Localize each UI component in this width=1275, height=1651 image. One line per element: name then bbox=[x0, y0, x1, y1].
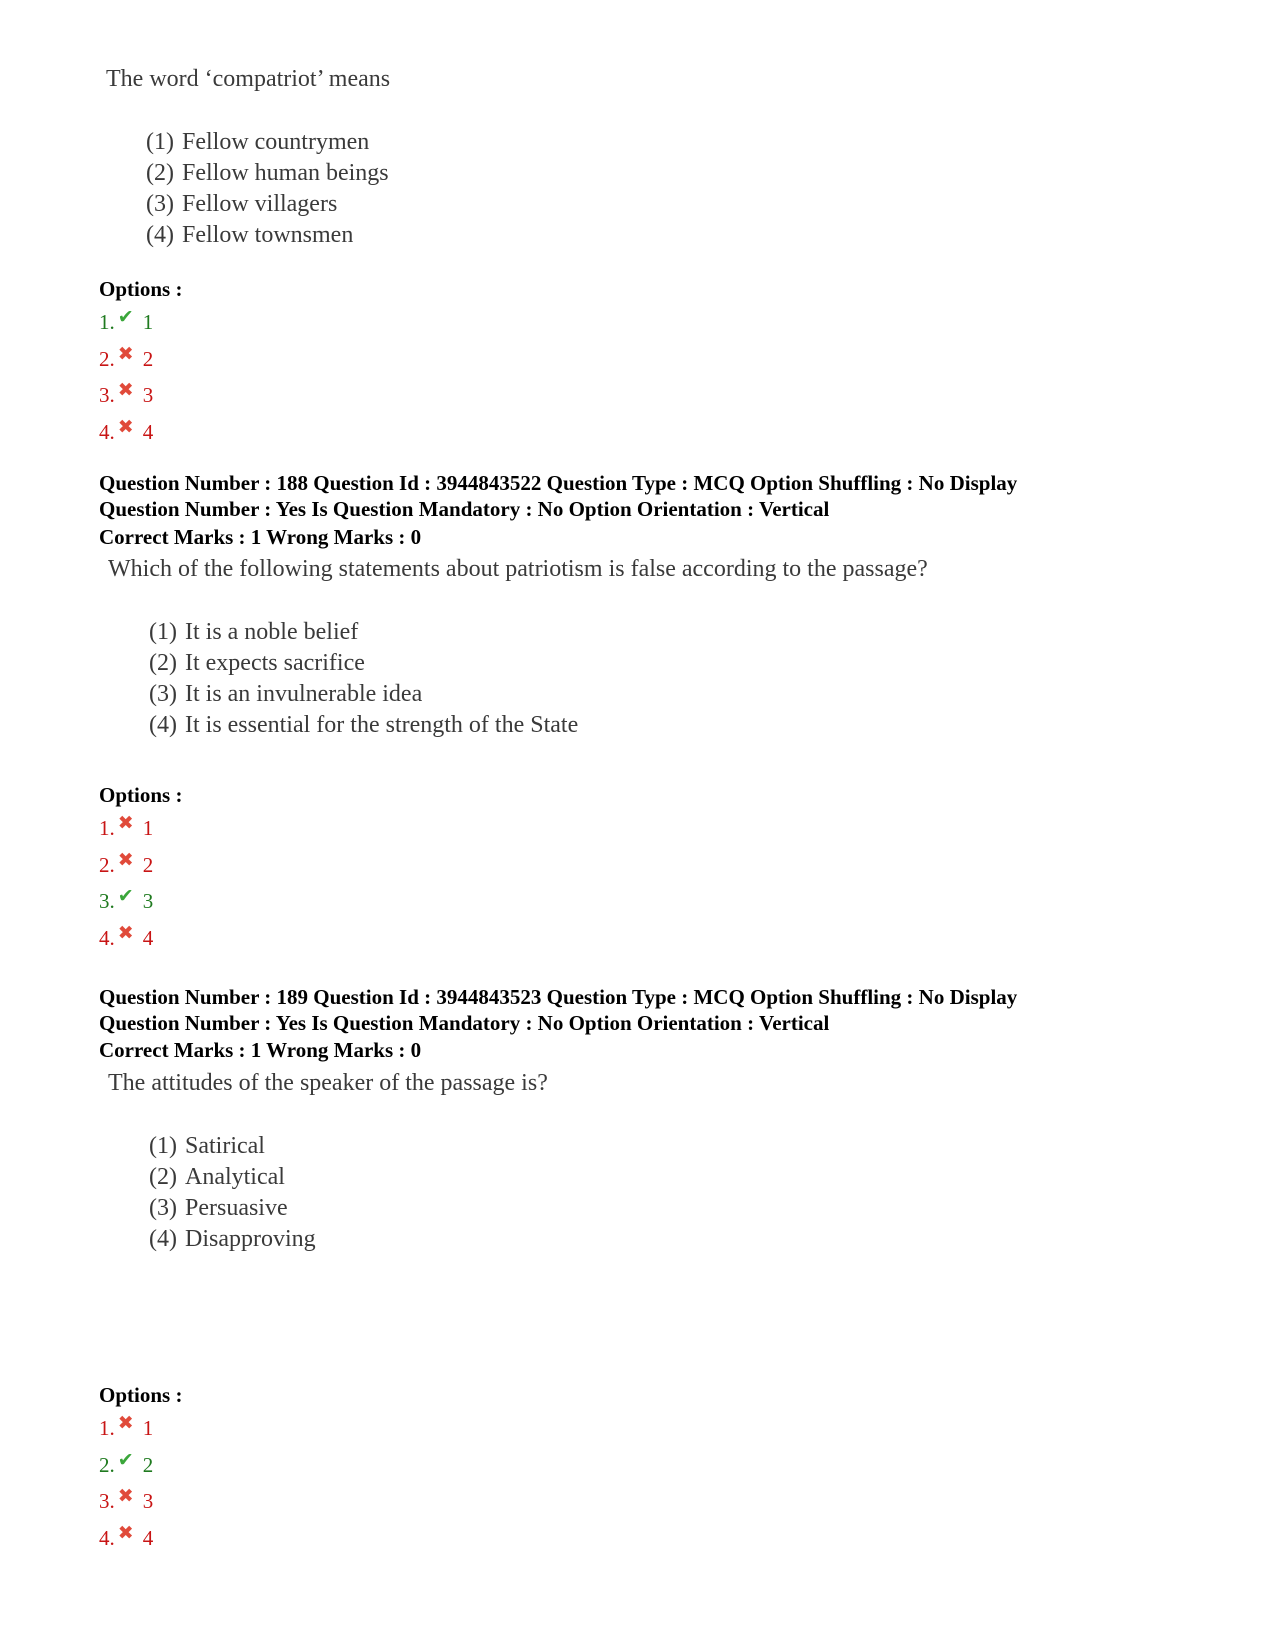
question-stem: The attitudes of the speaker of the passage is? bbox=[108, 1070, 548, 1096]
option-correct: 1. ✔ 1 bbox=[99, 305, 153, 342]
options-label: Options : bbox=[99, 1383, 183, 1407]
choice-item: (4) Disapproving bbox=[149, 1226, 316, 1252]
options-label: Options : bbox=[99, 783, 183, 807]
choice-item: (4) Fellow townsmen bbox=[146, 222, 354, 248]
question-meta-line: Question Number : Yes Is Question Mandatory : No Option Orientation : Vertical bbox=[99, 1011, 830, 1035]
choice-item: (1) Fellow countrymen bbox=[146, 129, 370, 155]
option-wrong: 1. ✖ 1 bbox=[99, 1411, 153, 1448]
choice-item: (1) Satirical bbox=[149, 1133, 265, 1159]
question-stem: Which of the following statements about patriotism is false according to the passage? bbox=[108, 556, 928, 582]
choice-item: (2) Analytical bbox=[149, 1164, 285, 1190]
option-wrong: 4. ✖ 4 bbox=[99, 1521, 153, 1558]
cross-icon: ✖ bbox=[117, 849, 134, 871]
question-meta bbox=[99, 470, 1017, 522]
cross-icon: ✖ bbox=[117, 416, 134, 438]
question-meta-line: Question Number : 189 Question Id : 3944843523 Question Type : MCQ Option Shuffling : No Display bbox=[99, 985, 1018, 1009]
option-wrong: 2. ✖ 2 bbox=[99, 848, 153, 885]
check-icon: ✔ bbox=[117, 886, 134, 907]
option-wrong: 3. ✖ 3 bbox=[99, 378, 153, 415]
options-list bbox=[99, 305, 153, 451]
question-meta bbox=[99, 984, 1017, 1036]
cross-icon: ✖ bbox=[117, 813, 134, 834]
question-choices bbox=[149, 617, 578, 741]
cross-icon: ✖ bbox=[117, 343, 134, 365]
question-stem: The word ‘compatriot’ means bbox=[106, 66, 391, 92]
choice-item: (4) It is essential for the strength of the State bbox=[149, 712, 579, 738]
question-marks: Correct Marks : 1 Wrong Marks : 0 bbox=[99, 525, 422, 549]
option-correct: 3. ✔ 3 bbox=[99, 884, 153, 921]
cross-icon: ✖ bbox=[117, 1413, 134, 1434]
option-wrong: 1. ✖ 1 bbox=[99, 811, 153, 848]
option-wrong: 2. ✖ 2 bbox=[99, 342, 153, 379]
options-list bbox=[99, 1411, 153, 1557]
choice-item: (3) Fellow villagers bbox=[146, 191, 338, 217]
option-correct: 2. ✔ 2 bbox=[99, 1448, 153, 1485]
choice-item: (2) Fellow human beings bbox=[146, 160, 389, 186]
option-wrong: 4. ✖ 4 bbox=[99, 415, 153, 452]
choice-item: (1) It is a noble belief bbox=[149, 619, 359, 645]
cross-icon: ✖ bbox=[117, 380, 134, 401]
check-icon: ✔ bbox=[117, 307, 134, 328]
choice-item: (3) Persuasive bbox=[149, 1195, 288, 1221]
options-list bbox=[99, 811, 153, 957]
question-meta-line: Question Number : Yes Is Question Mandatory : No Option Orientation : Vertical bbox=[99, 497, 830, 521]
check-icon: ✔ bbox=[117, 1449, 134, 1471]
option-wrong: 3. ✖ 3 bbox=[99, 1484, 153, 1521]
cross-icon: ✖ bbox=[117, 1522, 134, 1544]
question-choices bbox=[149, 1131, 316, 1255]
cross-icon: ✖ bbox=[117, 922, 134, 944]
choice-item: (2) It expects sacrifice bbox=[149, 650, 365, 676]
question-meta-line: Question Number : 188 Question Id : 3944843522 Question Type : MCQ Option Shuffling : No Display bbox=[99, 471, 1018, 495]
question-marks: Correct Marks : 1 Wrong Marks : 0 bbox=[99, 1038, 422, 1062]
choice-item: (3) It is an invulnerable idea bbox=[149, 681, 423, 707]
option-wrong: 4. ✖ 4 bbox=[99, 921, 153, 958]
cross-icon: ✖ bbox=[117, 1486, 134, 1507]
question-choices bbox=[146, 127, 389, 251]
options-label: Options : bbox=[99, 277, 183, 301]
